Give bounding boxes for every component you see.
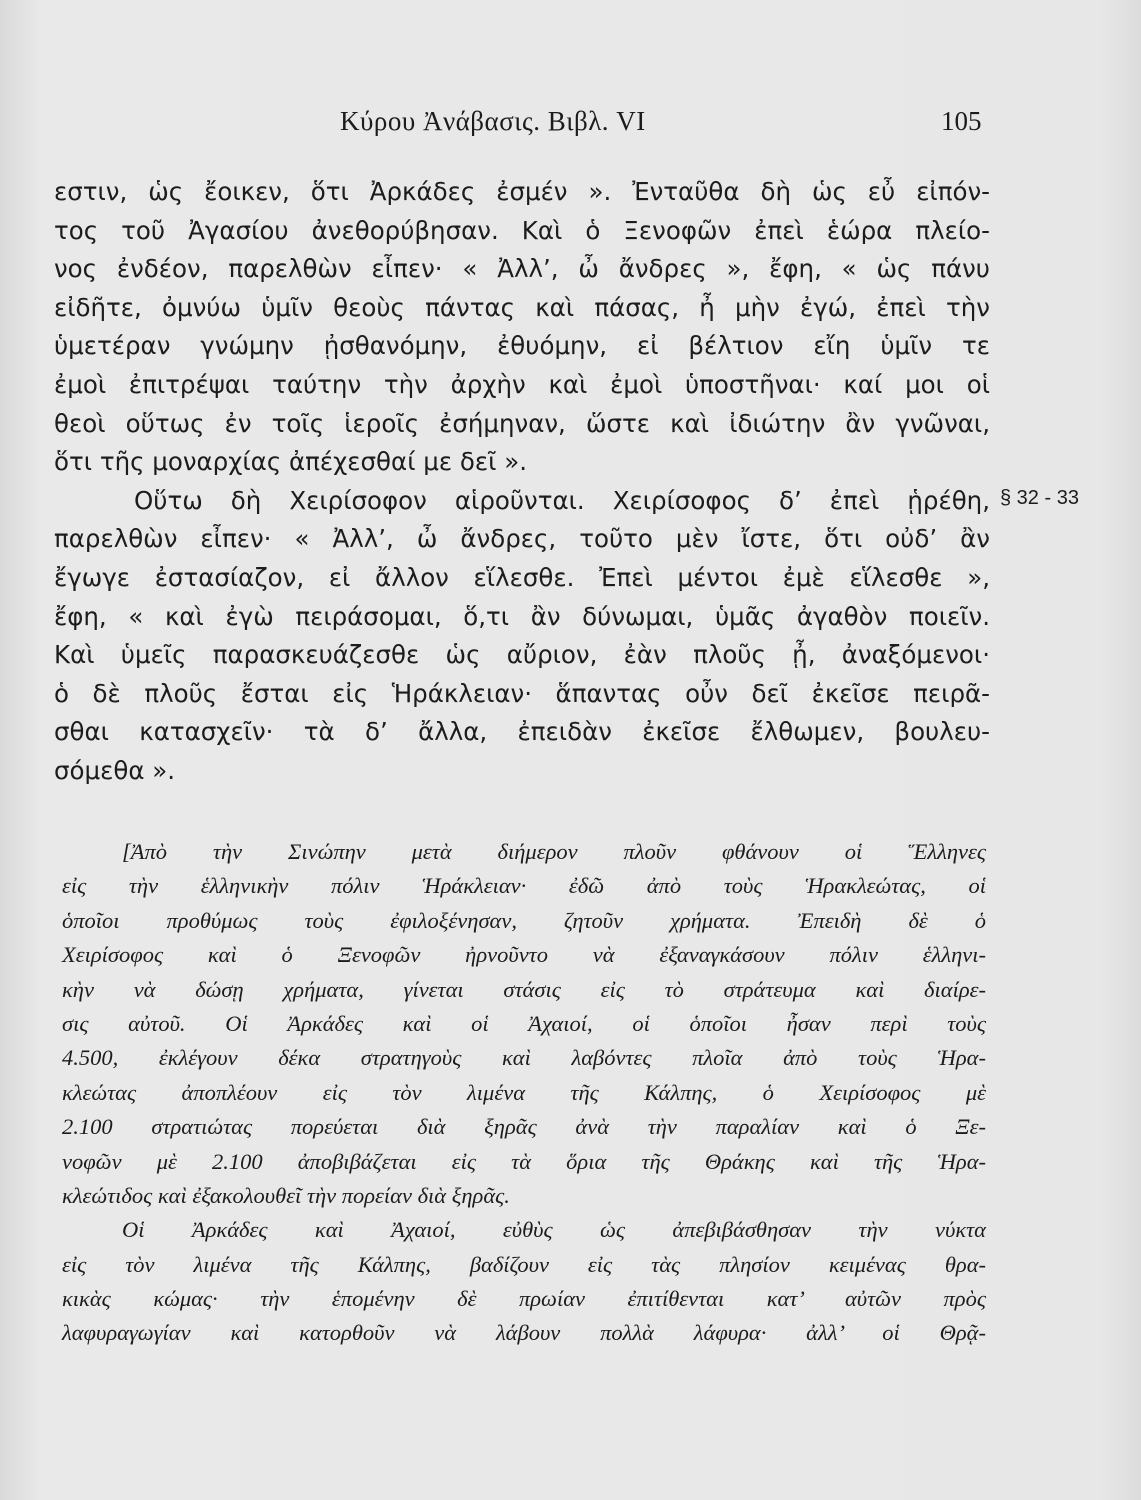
commentary-line: κικὰς κώμας· τὴν ἑπομένην δὲ πρωίαν ἐπιτίθενται κατ’ αὐτῶν πρὸς: [62, 1286, 986, 1312]
text-line: Οὕτω δὴ Χειρίσοφον αἱροῦνται. Χειρίσοφος δ’ ἐπεὶ ᾑρέθη,: [134, 485, 990, 515]
commentary-line: Χειρίσοφος καὶ ὁ Ξενοφῶν ἠρνοῦντο νὰ ἐξαναγκάσουν πόλιν ἑλληνι-: [62, 942, 986, 968]
commentary-line: Οἱ Ἀρκάδες καὶ Ἀχαιοί, εὐθὺς ὡς ἀπεβιβάσθησαν τὴν νύκτα: [122, 1217, 986, 1243]
commentary-line: 4.500, ἐκλέγουν δέκα στρατηγοὺς καὶ λαβόντες πλοῖα ἀπὸ τοὺς Ἡρα-: [62, 1045, 986, 1071]
text-line: ἔγωγε ἐστασίαζον, εἰ ἄλλον εἵλεσθε. Ἐπεὶ μέντοι ἐμὲ εἵλεσθε »,: [54, 562, 990, 592]
section-marker: § 32 - 33: [1000, 487, 1079, 509]
commentary-line: κλεώτιδος καὶ ἐξακολουθεῖ τὴν πορείαν διὰ ξηρᾶς.: [62, 1182, 510, 1208]
text-line: εἰδῆτε, ὀμνύω ὑμῖν θεοὺς πάντας καὶ πάσας, ἦ μὴν ἐγώ, ἐπεὶ τὴν: [54, 292, 990, 322]
text-line: ἔφη, « καὶ ἐγὼ πειράσομαι, ὅ,τι ἂν δύνωμαι, ὑμᾶς ἀγαθὸν ποιεῖν.: [54, 601, 990, 631]
commentary-line: νοφῶν μὲ 2.100 ἀποβιβάζεται εἰς τὰ ὅρια τῆς Θράκης καὶ τῆς Ἡρα-: [62, 1148, 986, 1174]
page-number: 105: [941, 106, 982, 136]
commentary-line: 2.100 στρατιώτας πορεύεται διὰ ξηρᾶς ἀνὰ τὴν παραλίαν καὶ ὁ Ξε-: [62, 1114, 986, 1140]
text-line: θεοὶ οὕτως ἐν τοῖς ἱεροῖς ἐσήμηναν, ὥστε καὶ ἰδιώτην ἂν γνῶναι,: [54, 408, 990, 438]
commentary-line: εἰς τὴν ἑλληνικὴν πόλιν Ἡράκλειαν· ἐδῶ ἀπὸ τοὺς Ἡρακλεώτας, οἱ: [62, 873, 986, 899]
text-line: εστιν, ὡς ἔοικεν, ὅτι Ἀρκάδες ἐσμέν ». Ἐνταῦθα δὴ ὡς εὖ εἰπόν-: [54, 177, 990, 206]
text-line: τος τοῦ Ἀγασίου ἀνεθορύβησαν. Καὶ ὁ Ξενοφῶν ἐπεὶ ἑώρα πλείο-: [54, 215, 990, 245]
text-line: ἐμοὶ ἐπιτρέψαι ταύτην τὴν ἀρχὴν καὶ ἐμοὶ ὑποστῆναι· καί μοι οἱ: [54, 369, 990, 399]
text-line: ὁ δὲ πλοῦς ἔσται εἰς Ἡράκλειαν· ἅπαντας οὖν δεῖ ἐκεῖσε πειρᾶ-: [54, 678, 990, 708]
text-line: παρελθὼν εἶπεν· « Ἀλλ’, ὦ ἄνδρες, τοῦτο μὲν ἴστε, ὅτι οὐδ’ ἂν: [54, 524, 990, 554]
page-header: [0, 106, 1141, 146]
main-greek-text: [54, 173, 990, 791]
text-line: ὅτι τῆς μοναρχίας ἀπέχεσθαί με δεῖ ».: [54, 447, 527, 477]
commentary-text: [62, 835, 986, 1351]
text-line: νος ἐνδέον, παρελθὼν εἶπεν· « Ἀλλ’, ὦ ἄνδρες », ἔφη, « ὡς πάνυ: [54, 254, 990, 284]
text-line: ὑμετέραν γνώμην ᾐσθανόμην, ἐθυόμην, εἰ βέλτιον εἴη ὑμῖν τε: [54, 331, 990, 361]
text-line: σόμεθα ».: [54, 755, 176, 785]
text-line: σθαι κατασχεῖν· τὰ δ’ ἄλλα, ἐπειδὰν ἐκεῖσε ἔλθωμεν, βουλευ-: [54, 717, 990, 747]
running-title: Κύρου Ἀνάβασις. Βιβλ. VI: [340, 106, 646, 136]
commentary-line: ὁποῖοι προθύμως τοὺς ἐφιλοξένησαν, ζητοῦν χρήματα. Ἐπειδὴ δὲ ὁ: [62, 907, 986, 933]
commentary-line: σις αὐτοῦ. Οἱ Ἀρκάδες καὶ οἱ Ἀχαιοί, οἱ ὁποῖοι ἦσαν περὶ τοὺς: [62, 1010, 986, 1036]
text-line: Καὶ ὑμεῖς παρασκευάζεσθε ὡς αὔριον, ἐὰν πλοῦς ᾖ, ἀναξόμενοι·: [54, 640, 990, 670]
commentary-line: κὴν νὰ δώσῃ χρήματα, γίνεται στάσις εἰς τὸ στράτευμα καὶ διαίρε-: [62, 976, 986, 1002]
commentary-line: λαφυραγωγίαν καὶ κατορθοῦν νὰ λάβουν πολλὰ λάφυρα· ἀλλ’ οἱ Θρᾷ-: [62, 1320, 986, 1346]
commentary-line: εἰς τὸν λιμένα τῆς Κάλπης, βαδίζουν εἰς τὰς πλησίον κειμένας θρα-: [62, 1251, 986, 1277]
commentary-line: κλεώτας ἀποπλέουν εἰς τὸν λιμένα τῆς Κάλπης, ὁ Χειρίσοφος μὲ: [62, 1079, 986, 1105]
commentary-line: [Ἀπὸ τὴν Σινώπην μετὰ διήμερον πλοῦν φθάνουν οἱ Ἕλληνες: [122, 839, 986, 864]
